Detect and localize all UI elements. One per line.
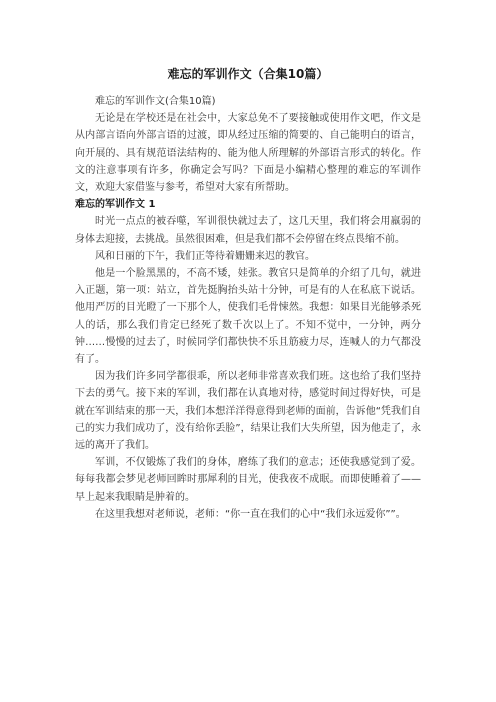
body-paragraph: 军训，不仅锻炼了我们的身体，磨练了我们的意志；还使我感觉到了爱。每每我都会梦见老师回眸时那犀利的目光，使我夜不成眠。而即使睡着了——早上起来我眼睛是肿着的。	[75, 457, 421, 503]
body-paragraph: 在这里我想对老师说，老师：“你一直在我们的心中“我们永远爱你””。	[95, 508, 406, 520]
body-paragraph: 风和日丽的下午，我们正等待着姗姗来迟的教官。	[95, 250, 315, 262]
body-paragraph: 他是一个脸黑黑的，不高不矮，娃张。教官只是简单的介绍了几句，就进入正题，第一项：站立，首先挺胸抬头站十分钟，可是有的人在私底下说话。他用严厉的目光瞪了一下那个人，使我们毛骨悚然。我想：如果目光能够杀死人的话，那么我们肯定已经死了数千次以上了。不知不觉中，一分钟，两分钟……慢慢的过去了，时候同学们都快快不乐且筋疲力尽，连喊人的力气都没有了。	[75, 268, 421, 366]
document-body	[75, 93, 421, 523]
section-heading: 难忘的军训作文 1	[75, 199, 156, 211]
body-paragraph: 因为我们许多同学都很乖，所以老师非常喜欢我们班。这也给了我们坚持下去的勇气。接下来的军训，我们都在认真地对待，感觉时间过得好快，可是就在军训结束的那一天，我们本想洋洋得意得到老师的面前，告诉他“凭我们自己的实力我们成功了，没有给你丢脸”，结果让我们大失所望，因为他走了，永远的离开了我们。	[75, 371, 421, 452]
document-title: 难忘的军训作文（合集10篇）	[167, 67, 329, 81]
body-paragraph: 时光一点点的被吞噬，军训很快就过去了，这几天里，我们将会用羸弱的身体去迎接，去挑战。虽然很困难，但是我们都不会停留在终点畏缩不前。	[75, 216, 421, 245]
document-subtitle-paragraph: 难忘的军训作文(合集10篇)	[95, 96, 216, 107]
intro-paragraph: 无论是在学校还是在社会中，大家总免不了要接触或使用作文吧，作文是从内部言语向外部言语的过渡，即从经过压缩的简要的、自己能明白的语言，向开展的、具有规范语法结构的、能为他人所理解的外部语言形式的转化。作文的注意事项有许多，你确定会写吗？下面是小编精心整理的难忘的军训作文，欢迎大家借鉴与参考，希望对大家有所帮助。	[75, 113, 421, 194]
